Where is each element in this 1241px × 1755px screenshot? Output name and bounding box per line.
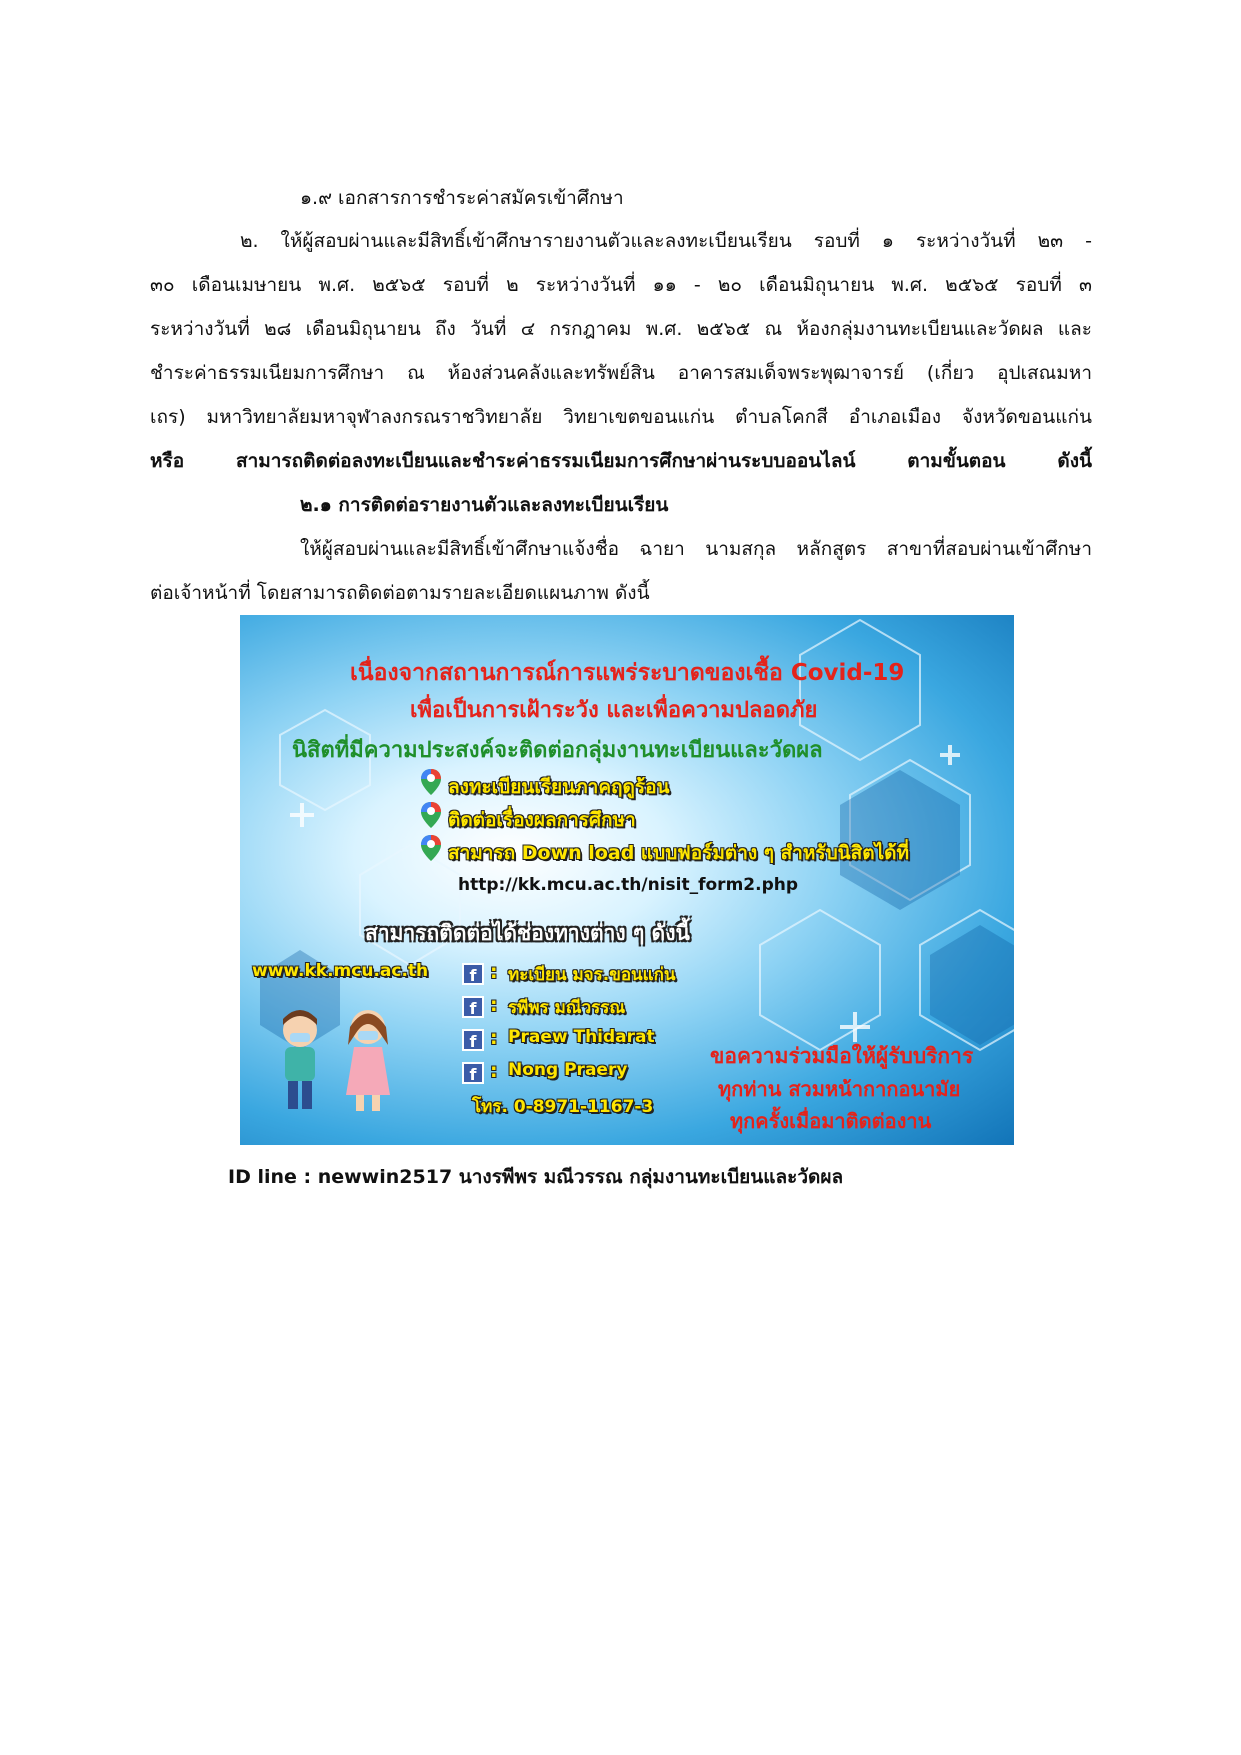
para-2-line-5: เถร) มหาวิทยาลัยมหาจุฬาลงกรณราชวิทยาลัย วิทยาเขตขอนแก่น ตำบลโคกสี อำเภอเมือง จังหวัดขอนแก่น — [150, 406, 1092, 428]
para-2-line-3: ระหว่างวันที่ ๒๘ เดือนมิถุนายน ถึง วันที่ ๔ กรกฎาคม พ.ศ. ๒๕๖๕ ณ ห้องกลุ่มงานทะเบียนและวัดผล และ — [150, 318, 1092, 340]
facebook-page-registration: ทะเบียน มจร.ขอนแก่น — [508, 965, 676, 985]
facebook-icon: f — [462, 1062, 484, 1084]
heading-2-1: ๒.๑ การติดต่อรายงานตัวและลงทะเบียนเรียน — [300, 494, 669, 516]
para-2-line-2: ๓๐ เดือนเมษายน พ.ศ. ๒๕๖๕ รอบที่ ๒ ระหว่างวันที่ ๑๑ - ๒๐ เดือนมิถุนายน พ.ศ. ๒๕๖๕ รอบที่ ๓ — [150, 274, 1092, 296]
poster-item-grades: ติดต่อเรื่องผลการศึกษา — [448, 809, 636, 831]
poster-website: www.kk.mcu.ac.th — [252, 961, 429, 981]
facebook-icon: f — [462, 963, 484, 985]
facebook-icon: f — [462, 1029, 484, 1051]
map-pin-icon — [420, 834, 442, 862]
separator: : — [490, 994, 498, 1016]
separator: : — [490, 1027, 498, 1049]
facebook-page-rapeeporn: รพีพร มณีวรรณ — [508, 998, 626, 1018]
poster-headline-2: เพื่อเป็นการเฝ้าระวัง และเพื่อความปลอดภัย — [410, 698, 818, 723]
poster-notice-line-1: ขอความร่วมมือให้ผู้รับบริการ — [710, 1044, 974, 1068]
para-2-line-1: ๒. ให้ผู้สอบผ่านและมีสิทธิ์เข้าศึกษารายงานตัวและลงทะเบียนเรียน รอบที่ ๑ ระหว่างวันที่ ๒๓ - — [240, 230, 1092, 252]
facebook-page-nong-praery: Nong Praery — [508, 1060, 628, 1080]
id-line-contact: ID line : newwin2517 นางรพีพร มณีวรรณ กลุ่มงานทะเบียนและวัดผล — [228, 1166, 844, 1188]
para-2-line-6: หรือ สามารถติดต่อลงทะเบียนและชำระค่าธรรมเนียมการศึกษาผ่านระบบออนไลน์ ตามขั้นตอน ดังนี้ — [150, 450, 1092, 472]
poster-form-url: http://kk.mcu.ac.th/nisit_form2.php — [458, 875, 799, 895]
para-2-1-line-2: ต่อเจ้าหน้าที่ โดยสามารถติดต่อตามรายละเอียดแผนภาพ ดังนี้ — [150, 582, 650, 604]
separator: : — [490, 961, 498, 983]
map-pin-icon — [420, 801, 442, 829]
item-1-9: ๑.๙ เอกสารการชำระค่าสมัครเข้าศึกษา — [300, 187, 624, 209]
poster-headline-1: เนื่องจากสถานการณ์การแพร่ระบาดของเชื้อ Covid-19 — [350, 660, 905, 686]
poster-subhead: นิสิตที่มีความประสงค์จะติดต่อกลุ่มงานทะเบียนและวัดผล — [292, 738, 823, 763]
map-pin-icon — [420, 768, 442, 796]
poster-item-summer-registration: ลงทะเบียนเรียนภาคฤดูร้อน — [448, 776, 670, 798]
para-2-1-line-1: ให้ผู้สอบผ่านและมีสิทธิ์เข้าศึกษาแจ้งชื่อ ฉายา นามสกุล หลักสูตร สาขาที่สอบผ่านเข้าศึกษา — [300, 538, 1092, 560]
poster-notice-line-2: ทุกท่าน สวมหน้ากากอนามัย — [718, 1077, 961, 1101]
facebook-icon: f — [462, 996, 484, 1018]
para-2-line-4: ชำระค่าธรรมเนียมการศึกษา ณ ห้องส่วนคลังและทรัพย์สิน อาคารสมเด็จพระพุฒาจารย์ (เกี่ยว อุปเสณมหา — [150, 362, 1092, 384]
covid-contact-poster — [240, 615, 1014, 1145]
poster-notice-line-3: ทุกครั้งเมื่อมาติดต่องาน — [730, 1109, 932, 1133]
facebook-page-praew: Praew Thidarat — [508, 1027, 655, 1047]
poster-item-download-forms: สามารถ Down load แบบฟอร์มต่าง ๆ สำหรับนิสิตได้ที่ — [448, 842, 909, 864]
separator: : — [490, 1060, 498, 1082]
poster-phone: โทร. 0-8971-1167-3 — [472, 1097, 654, 1117]
poster-channels-heading: สามารถติดต่อได้ช่องทางต่าง ๆ ดังนี้ — [365, 921, 690, 945]
